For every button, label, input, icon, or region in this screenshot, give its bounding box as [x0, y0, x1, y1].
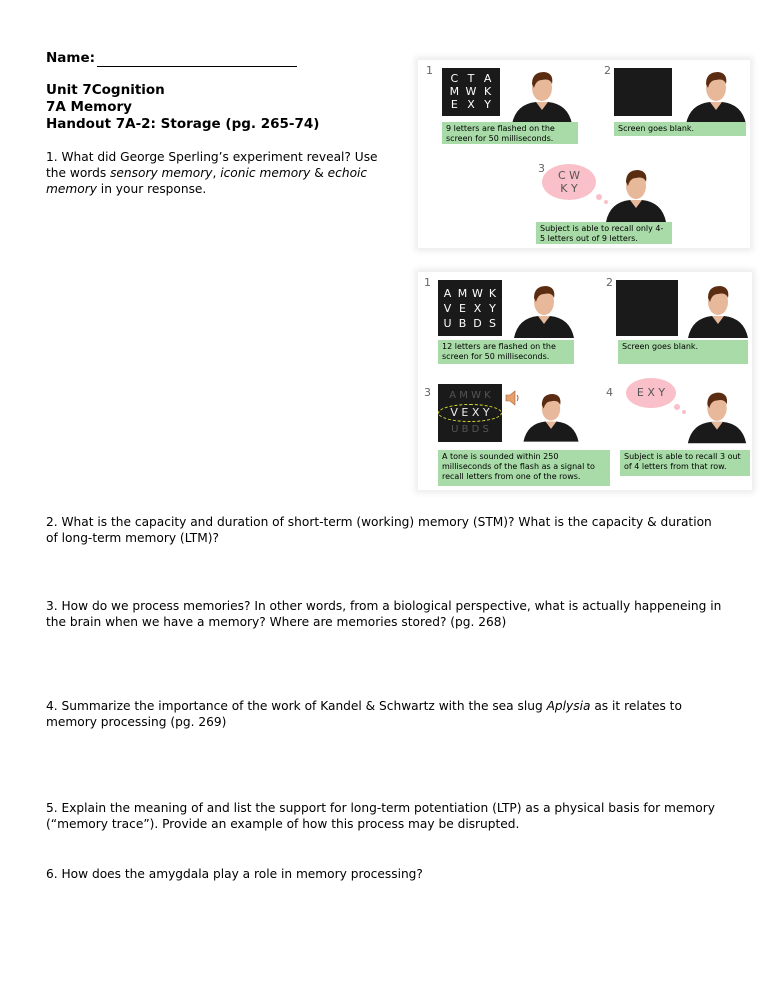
grid-letter: T [467, 72, 475, 85]
grid-letter: A [483, 72, 492, 85]
separator: & [310, 166, 328, 180]
separator: , [212, 166, 221, 180]
caption-step-4: Subject is able to recall 3 out of 4 letters from that row. [620, 450, 750, 476]
question-4-text-end: as it relates to memory processing (pg. 269) [46, 699, 682, 729]
subject-person-icon [518, 388, 584, 444]
letter-display-screen [442, 68, 500, 116]
handout-title: Handout 7A-2: Storage (pg. 265-74) [46, 116, 320, 132]
tone-cue-screen [438, 384, 502, 442]
name-field [46, 50, 319, 67]
grid-letter: C [450, 72, 459, 85]
worksheet-header [46, 50, 319, 133]
grid-letter: X [473, 302, 482, 315]
caption-step-3: A tone is sounded within 250 milliseconds of the flash as a signal to recall letters from one of the rows. [438, 450, 610, 486]
subject-person-icon [506, 68, 578, 124]
blank-screen [614, 68, 672, 116]
section-title: 7A Memory [46, 99, 132, 115]
term-echoic-memory: echoic memory [46, 166, 368, 196]
faded-row-top: A M W K [449, 390, 491, 401]
grid-letter: S [489, 317, 496, 330]
grid-letter: A [443, 287, 452, 300]
grid-letter: E [459, 302, 466, 315]
grid-letter: M [449, 85, 460, 98]
term-sensory-memory: sensory memory [110, 166, 213, 180]
thought-dot [674, 404, 680, 410]
subject-person-icon [682, 282, 754, 338]
grid-letter: B [458, 317, 467, 330]
grid-letter: X [467, 98, 475, 111]
question-3: 3. How do we process memories? In other words, from a biological perspective, what is actually happeneing in the brain when we have a memory? Where are memories stored? (pg. 268) [46, 599, 722, 629]
question-1-text-end: in your response. [96, 182, 207, 196]
grid-letter: W [465, 85, 477, 98]
panel-number: 4 [606, 386, 613, 399]
letter-grid [446, 72, 496, 111]
letter-grid [440, 286, 500, 331]
panel-number: 1 [426, 64, 433, 77]
recall-thought-bubble: C W K Y [542, 164, 596, 200]
grid-letter: W [472, 287, 483, 300]
sperling-figure-1 [418, 60, 750, 248]
question-1 [46, 149, 391, 197]
panel-number: 2 [604, 64, 611, 77]
subject-person-icon [680, 68, 752, 124]
subject-person-icon [600, 166, 672, 222]
grid-letter: Y [489, 302, 496, 315]
grid-letter: K [488, 287, 497, 300]
recall-thought-bubble: E X Y [626, 378, 676, 408]
name-label: Name: [46, 50, 96, 66]
panel-number: 2 [606, 276, 613, 289]
term-aplysia: Aplysia [546, 699, 591, 713]
caption-step-2: Screen goes blank. [614, 122, 746, 136]
caption-step-3: Subject is able to recall only 4-5 letters out of 9 letters. [536, 222, 672, 244]
sperling-figure-2 [418, 272, 752, 490]
grid-letter: Y [484, 98, 492, 111]
grid-letter: M [457, 287, 468, 300]
subject-person-icon [508, 282, 580, 338]
letter-display-screen [438, 280, 502, 336]
question-5: 5. Explain the meaning of and list the support for long-term potentiation (LTP) as a physical basis for memory (“memory trace”). Provide an example of how this process may be disrupted. [46, 801, 715, 831]
question-4-text: 4. Summarize the importance of the work of Kandel & Schwartz with the sea slug [46, 699, 547, 713]
grid-letter: U [443, 317, 452, 330]
caption-step-1: 9 letters are flashed on the screen for 50 milliseconds. [442, 122, 578, 144]
question-6: 6. How does the amygdala play a role in memory processing? [46, 867, 423, 881]
name-blank-line [97, 52, 297, 67]
panel-number: 3 [424, 386, 431, 399]
question-1-text: 1. What did George Sperling’s experiment reveal? Use the words [46, 150, 378, 180]
grid-letter: V [443, 302, 452, 315]
grid-letter: K [484, 85, 492, 98]
subject-person-icon [682, 388, 752, 444]
grid-letter: E [450, 98, 458, 111]
cued-row-highlight: V E X Y [438, 404, 502, 422]
caption-step-1: 12 letters are flashed on the screen for 50 milliseconds. [438, 340, 574, 364]
caption-step-2: Screen goes blank. [618, 340, 748, 364]
question-2: 2. What is the capacity and duration of short-term (working) memory (STM)? What is the capacity & duration of long-term memory (LTM)? [46, 515, 712, 545]
blank-screen [616, 280, 678, 336]
faded-row-bottom: U B D S [451, 424, 489, 435]
unit-title: Unit 7Cognition [46, 82, 165, 98]
question-4 [46, 698, 726, 730]
term-iconic-memory: iconic memory [220, 166, 311, 180]
panel-number: 3 [538, 162, 545, 175]
panel-number: 1 [424, 276, 431, 289]
grid-letter: D [473, 317, 482, 330]
